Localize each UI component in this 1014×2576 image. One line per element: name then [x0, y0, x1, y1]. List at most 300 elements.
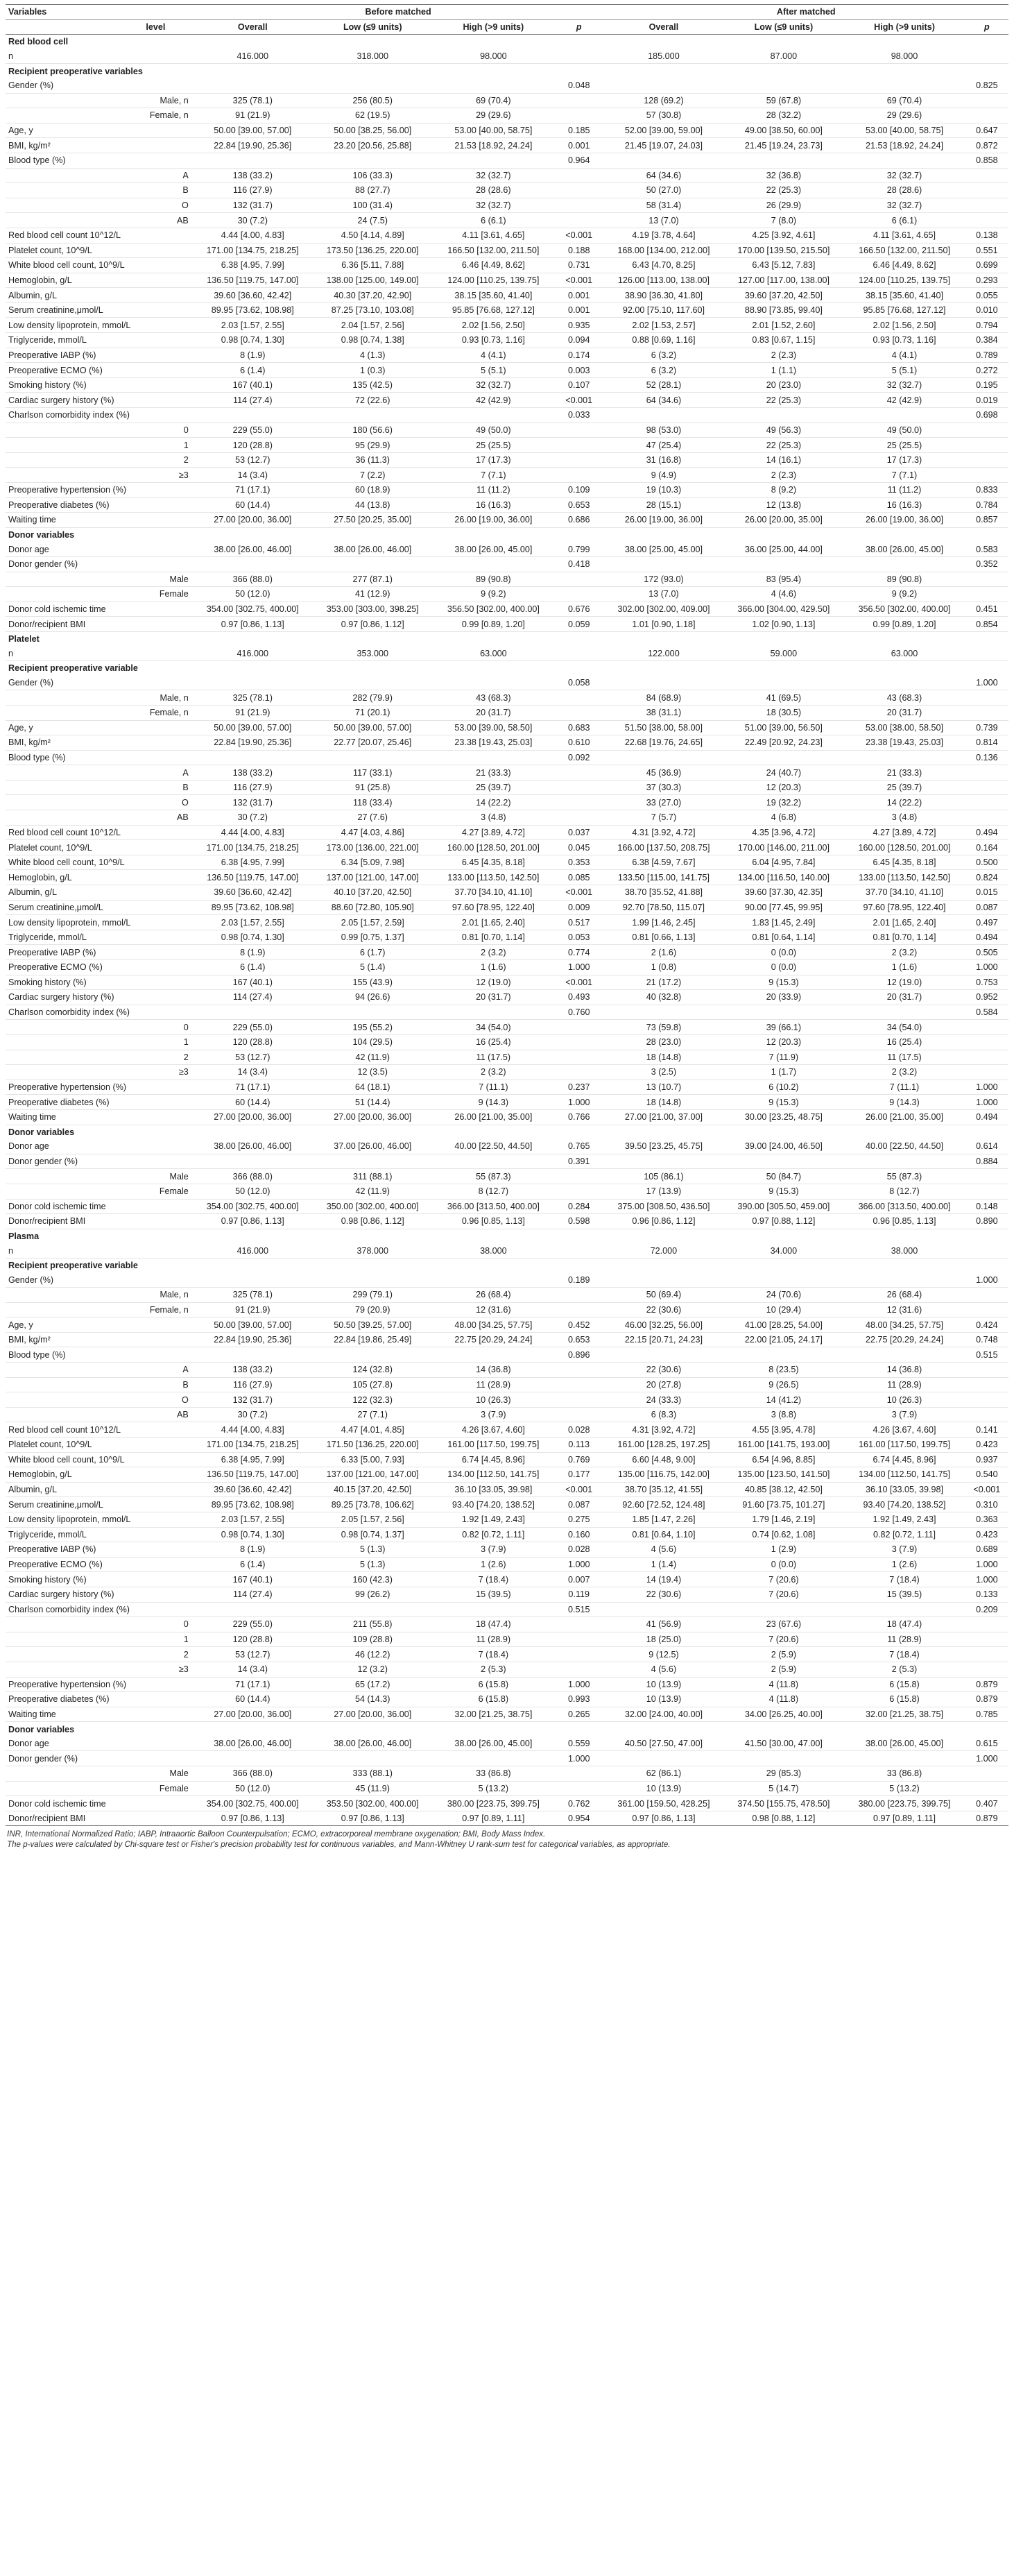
cell-high-after: 20 (31.7) [843, 990, 965, 1005]
cell-high-before: 49 (50.0) [433, 423, 554, 438]
cell-level [143, 676, 192, 690]
table-row [6, 1677, 1008, 1692]
cell-low-before: 117 (33.1) [313, 765, 433, 781]
cell-level [143, 1572, 192, 1587]
cell-high-after: 98.000 [843, 49, 965, 64]
cell-variable: Charlson comorbidity index (%) [6, 1602, 143, 1617]
cell-level [143, 1154, 192, 1169]
cell-high-after: 38.15 [35.60, 41.40] [843, 288, 965, 303]
header-p-before: p [554, 19, 603, 35]
cell-high-after: 28 (28.6) [843, 183, 965, 198]
cell-low-after: 87.000 [723, 49, 843, 64]
cell-high-before: 6 (6.1) [433, 213, 554, 228]
cell-high-before [433, 1751, 554, 1766]
cell-overall-before: 39.60 [36.60, 42.42] [193, 288, 313, 303]
cell-level: AB [143, 810, 192, 826]
cell-high-before: 7 (18.4) [433, 1647, 554, 1662]
cell-variable: Serum creatinine,μmol/L [6, 900, 143, 915]
cell-level: AB [143, 1407, 192, 1422]
cell-high-after: 14 (36.8) [843, 1363, 965, 1378]
cell-overall-after [603, 1154, 723, 1169]
cell-overall-after: 28 (23.0) [603, 1034, 723, 1050]
cell-level [143, 1796, 192, 1811]
cell-low-before: 0.98 [0.74, 1.38] [313, 333, 433, 348]
cell-overall-before: 50 (12.0) [193, 1184, 313, 1199]
cell-level [143, 302, 192, 318]
cell-p-after: 0.699 [965, 258, 1008, 273]
table-row [6, 1184, 1008, 1199]
cell-p-before: <0.001 [554, 975, 603, 990]
cell-high-before: 15 (39.5) [433, 1587, 554, 1602]
cell-high-before: 11 (11.2) [433, 483, 554, 498]
cell-level [143, 960, 192, 975]
cell-high-after: 380.00 [223.75, 399.75] [843, 1796, 965, 1811]
cell-low-before: 50.00 [39.00, 57.00] [313, 720, 433, 735]
cell-p-after: 0.689 [965, 1542, 1008, 1558]
cell-overall-after: 31 (16.8) [603, 452, 723, 468]
cell-level [143, 1139, 192, 1154]
cell-overall-before: 120 (28.8) [193, 438, 313, 453]
header-row-columns [6, 19, 1008, 35]
cell-overall-before: 30 (7.2) [193, 1407, 313, 1422]
cell-low-after: 366.00 [304.00, 429.50] [723, 602, 843, 617]
cell-low-after: 2 (2.3) [723, 468, 843, 483]
cell-low-before: 6.36 [5.11, 7.88] [313, 258, 433, 273]
cell-p-after: 0.310 [965, 1497, 1008, 1512]
cell-low-before: 27 (7.1) [313, 1407, 433, 1422]
cell-high-after: 32.00 [21.25, 38.75] [843, 1707, 965, 1722]
cell-level [143, 363, 192, 378]
cell-overall-before: 167 (40.1) [193, 377, 313, 393]
table-row [6, 1707, 1008, 1722]
cell-overall-after: 50 (69.4) [603, 1288, 723, 1303]
cell-low-before: 87.25 [73.10, 103.08] [313, 302, 433, 318]
cell-p-before: <0.001 [554, 1482, 603, 1497]
cell-overall-before [193, 750, 313, 765]
cell-low-before: 5 (1.3) [313, 1557, 433, 1572]
cell-high-before [433, 1154, 554, 1169]
table-row [6, 930, 1008, 945]
cell-p-after: 0.789 [965, 348, 1008, 363]
cell-variable: Hemoglobin, g/L [6, 273, 143, 288]
cell-p-before [554, 1065, 603, 1080]
cell-high-before: 9 (9.2) [433, 587, 554, 602]
cell-variable: Serum creatinine,μmol/L [6, 1497, 143, 1512]
cell-high-after: 95.85 [76.68, 127.12] [843, 302, 965, 318]
cell-p-before [554, 183, 603, 198]
cell-variable [6, 1302, 143, 1317]
section-heading: Recipient preoperative variables [8, 66, 143, 76]
cell-p-before: 0.769 [554, 1452, 603, 1467]
cell-high-before: 32 (32.7) [433, 377, 554, 393]
cell-variable: Donor gender (%) [6, 556, 143, 572]
table-row [6, 975, 1008, 990]
cell-variable: Donor age [6, 1139, 143, 1154]
cell-variable [6, 1632, 143, 1647]
cell-level [143, 513, 192, 528]
cell-p-before [554, 452, 603, 468]
cell-low-before: 99 (26.2) [313, 1587, 433, 1602]
cell-overall-after: 84 (68.9) [603, 690, 723, 706]
table-row [6, 153, 1008, 168]
cell-high-before: 3 (4.8) [433, 810, 554, 826]
table-row [6, 1139, 1008, 1154]
cell-p-after: 0.019 [965, 393, 1008, 408]
cell-level: AB [143, 213, 192, 228]
cell-p-before [554, 1377, 603, 1392]
cell-overall-after: 52.00 [39.00, 59.00] [603, 123, 723, 138]
cell-overall-before: 50 (12.0) [193, 1781, 313, 1796]
cell-overall-before: 325 (78.1) [193, 93, 313, 108]
cell-high-before: 21 (33.3) [433, 765, 554, 781]
cell-low-after [723, 1272, 843, 1287]
header-variables: Variables [6, 5, 143, 20]
cell-high-after: 33 (86.8) [843, 1766, 965, 1782]
cell-low-after [723, 1602, 843, 1617]
cell-high-after: 32 (32.7) [843, 377, 965, 393]
cell-level [143, 49, 192, 64]
cell-variable [6, 213, 143, 228]
table-footnotes [6, 1829, 1008, 1850]
cell-low-after: 4 (11.8) [723, 1692, 843, 1707]
cell-low-after: 14 (41.2) [723, 1392, 843, 1408]
cell-low-after: 21.45 [19.24, 23.73] [723, 138, 843, 153]
cell-high-before: 38.00 [26.00, 45.00] [433, 542, 554, 556]
cell-low-before: 22.77 [20.07, 25.46] [313, 735, 433, 751]
cell-low-after: 12 (20.3) [723, 780, 843, 795]
cell-p-after: 0.824 [965, 870, 1008, 885]
cell-high-before: 34 (54.0) [433, 1020, 554, 1035]
table-row [6, 780, 1008, 795]
cell-overall-before [193, 1751, 313, 1766]
cell-level [143, 1438, 192, 1453]
cell-overall-after: 172 (93.0) [603, 572, 723, 587]
cell-high-after [843, 1602, 965, 1617]
cell-level [143, 1482, 192, 1497]
table-row [6, 1811, 1008, 1826]
cell-p-after: 0.615 [965, 1737, 1008, 1751]
cell-overall-after: 122.000 [603, 647, 723, 661]
header-row-groups [6, 5, 1008, 20]
cell-low-before [313, 78, 433, 93]
cell-level [143, 1512, 192, 1527]
cell-overall-before: 0.97 [0.86, 1.13] [193, 1811, 313, 1826]
cell-high-after: 6.74 [4.45, 8.96] [843, 1452, 965, 1467]
cell-level [143, 1080, 192, 1095]
cell-overall-before: 2.03 [1.57, 2.55] [193, 1512, 313, 1527]
cell-p-after: 0.505 [965, 945, 1008, 960]
cell-high-before: 69 (70.4) [433, 93, 554, 108]
cell-level [143, 497, 192, 513]
cell-p-after [965, 795, 1008, 810]
cell-high-after [843, 750, 965, 765]
cell-overall-before: 136.50 [119.75, 147.00] [193, 273, 313, 288]
table-row [6, 438, 1008, 453]
table-row [6, 497, 1008, 513]
cell-overall-after: 168.00 [134.00, 212.00] [603, 243, 723, 258]
cell-p-after [965, 647, 1008, 661]
cell-overall-after: 22.15 [20.71, 24.23] [603, 1332, 723, 1347]
table-row [6, 960, 1008, 975]
cell-high-after: 160.00 [128.50, 201.00] [843, 840, 965, 855]
cell-overall-before: 354.00 [302.75, 400.00] [193, 602, 313, 617]
cell-p-before: 0.174 [554, 348, 603, 363]
cell-high-before [433, 78, 554, 93]
table-row [6, 1572, 1008, 1587]
cell-low-before [313, 1347, 433, 1363]
cell-low-before: 91 (25.8) [313, 780, 433, 795]
cell-high-after: 11 (11.2) [843, 483, 965, 498]
cell-p-before: 0.731 [554, 258, 603, 273]
cell-overall-after: 50 (27.0) [603, 183, 723, 198]
cell-p-after: 1.000 [965, 1095, 1008, 1110]
cell-p-after: 0.739 [965, 720, 1008, 735]
cell-p-after [965, 810, 1008, 826]
cell-low-after: 390.00 [305.50, 459.00] [723, 1199, 843, 1214]
cell-overall-before [193, 1005, 313, 1020]
cell-low-before: 23.20 [20.56, 25.88] [313, 138, 433, 153]
table-row [6, 1781, 1008, 1796]
cell-overall-after: 18 (14.8) [603, 1095, 723, 1110]
cell-high-before: 12 (19.0) [433, 975, 554, 990]
cell-high-after: 6.46 [4.49, 8.62] [843, 258, 965, 273]
cell-overall-before: 120 (28.8) [193, 1632, 313, 1647]
cell-high-before: 10 (26.3) [433, 1392, 554, 1408]
cell-high-after: 38.000 [843, 1243, 965, 1258]
cell-level: 1 [143, 438, 192, 453]
cell-overall-before: 6.38 [4.95, 7.99] [193, 258, 313, 273]
cell-overall-before: 27.00 [20.00, 36.00] [193, 513, 313, 528]
table-row [6, 393, 1008, 408]
cell-p-before: 0.559 [554, 1737, 603, 1751]
table-row [6, 1527, 1008, 1542]
cell-high-after: 12 (31.6) [843, 1302, 965, 1317]
cell-low-before: 171.50 [136.25, 220.00] [313, 1438, 433, 1453]
cell-variable: Blood type (%) [6, 153, 143, 168]
cell-high-after: 97.60 [78.95, 122.40] [843, 900, 965, 915]
cell-overall-before: 91 (21.9) [193, 705, 313, 720]
cell-p-before [554, 1632, 603, 1647]
cell-low-before: 173.00 [136.00, 221.00] [313, 840, 433, 855]
cell-overall-after: 92.70 [78.50, 115.07] [603, 900, 723, 915]
cell-p-after: 1.000 [965, 960, 1008, 975]
cell-overall-after: 9 (4.9) [603, 468, 723, 483]
cell-p-after: 0.209 [965, 1602, 1008, 1617]
cell-level [143, 153, 192, 168]
cell-p-before: 0.177 [554, 1467, 603, 1483]
cell-overall-after: 72.000 [603, 1243, 723, 1258]
cell-level [143, 408, 192, 423]
cell-low-after: 9 (26.5) [723, 1377, 843, 1392]
cell-high-before: 48.00 [34.25, 57.75] [433, 1317, 554, 1333]
cell-overall-before: 2.03 [1.57, 2.55] [193, 318, 313, 333]
cell-p-before [554, 587, 603, 602]
cell-overall-after [603, 1005, 723, 1020]
cell-p-before: 0.799 [554, 542, 603, 556]
cell-p-after: 0.164 [965, 840, 1008, 855]
cell-p-before: 0.765 [554, 1139, 603, 1154]
cell-p-after: <0.001 [965, 1482, 1008, 1497]
cell-overall-before: 6.38 [4.95, 7.99] [193, 1452, 313, 1467]
cell-p-before: 1.000 [554, 1557, 603, 1572]
cell-low-before [313, 750, 433, 765]
cell-low-after: 41.00 [28.25, 54.00] [723, 1317, 843, 1333]
cell-variable: Donor cold ischemic time [6, 1199, 143, 1214]
cell-variable [6, 810, 143, 826]
cell-level [143, 228, 192, 243]
cell-level: Female, n [143, 705, 192, 720]
cell-overall-before: 0.98 [0.74, 1.30] [193, 1527, 313, 1542]
table-row [6, 990, 1008, 1005]
cell-overall-before: 71 (17.1) [193, 1080, 313, 1095]
cell-variable: Preoperative ECMO (%) [6, 363, 143, 378]
cell-low-before: 50.50 [39.25, 57.00] [313, 1317, 433, 1333]
cell-high-after: 166.50 [132.00, 211.50] [843, 243, 965, 258]
cell-low-before: 155 (43.9) [313, 975, 433, 990]
cell-p-after [965, 1169, 1008, 1184]
cell-p-before [554, 1020, 603, 1035]
cell-level: Female [143, 1781, 192, 1796]
cell-variable: BMI, kg/m² [6, 735, 143, 751]
cell-high-after: 93.40 [74.20, 138.52] [843, 1497, 965, 1512]
cell-variable: Gender (%) [6, 78, 143, 93]
cell-overall-after: 21 (17.2) [603, 975, 723, 990]
cell-variable [6, 108, 143, 123]
cell-p-before: 0.113 [554, 1438, 603, 1453]
cell-low-before [313, 1751, 433, 1766]
cell-high-before: 134.00 [112.50, 141.75] [433, 1467, 554, 1483]
cell-low-after: 34.00 [26.25, 40.00] [723, 1707, 843, 1722]
cell-overall-after: 19 (10.3) [603, 483, 723, 498]
cell-overall-after [603, 750, 723, 765]
cell-p-after: 1.000 [965, 1751, 1008, 1766]
cell-low-after: 2 (2.3) [723, 348, 843, 363]
table-row [6, 168, 1008, 183]
cell-high-after: 0.99 [0.89, 1.20] [843, 617, 965, 632]
cell-low-after [723, 1751, 843, 1766]
cell-variable [6, 1647, 143, 1662]
cell-overall-before [193, 78, 313, 93]
cell-overall-after [603, 1347, 723, 1363]
cell-variable: Donor age [6, 542, 143, 556]
cell-high-before: 4 (4.1) [433, 348, 554, 363]
cell-p-after [965, 1781, 1008, 1796]
cell-high-after: 0.81 [0.70, 1.14] [843, 930, 965, 945]
table-row [6, 1109, 1008, 1125]
cell-level: Female [143, 587, 192, 602]
cell-low-before: 318.000 [313, 49, 433, 64]
cell-low-before: 160 (42.3) [313, 1572, 433, 1587]
cell-high-before: 38.00 [26.00, 45.00] [433, 1737, 554, 1751]
cell-low-before: 88 (27.7) [313, 183, 433, 198]
cell-level [143, 1602, 192, 1617]
cell-p-before: <0.001 [554, 885, 603, 901]
table-row [6, 1617, 1008, 1632]
table-row [6, 1467, 1008, 1483]
cell-p-after [965, 1184, 1008, 1199]
cell-variable: Preoperative IABP (%) [6, 348, 143, 363]
cell-overall-before: 22.84 [19.90, 25.36] [193, 138, 313, 153]
cell-high-after: 38.00 [26.00, 45.00] [843, 1737, 965, 1751]
cell-low-after: 36.00 [25.00, 44.00] [723, 542, 843, 556]
cell-variable: Serum creatinine,μmol/L [6, 302, 143, 318]
table-row [6, 810, 1008, 826]
table-row [6, 452, 1008, 468]
cell-overall-before: 4.44 [4.00, 4.83] [193, 1422, 313, 1438]
cell-low-after: 135.00 [123.50, 141.50] [723, 1467, 843, 1483]
table-row [6, 617, 1008, 632]
cell-high-before: 380.00 [223.75, 399.75] [433, 1796, 554, 1811]
header-overall-before: Overall [193, 19, 313, 35]
table-row [6, 93, 1008, 108]
cell-high-after: 133.00 [113.50, 142.50] [843, 870, 965, 885]
cell-p-after: 0.879 [965, 1811, 1008, 1826]
cell-p-before: 0.598 [554, 1214, 603, 1229]
cell-variable: Preoperative diabetes (%) [6, 1692, 143, 1707]
cell-level [143, 855, 192, 870]
cell-variable [6, 93, 143, 108]
cell-high-before: 2 (3.2) [433, 945, 554, 960]
cell-variable: BMI, kg/m² [6, 138, 143, 153]
cell-low-before: 4.47 [4.01, 4.85] [313, 1422, 433, 1438]
cell-level [143, 1751, 192, 1766]
cell-p-before: 0.001 [554, 288, 603, 303]
cell-low-before: 1 (0.3) [313, 363, 433, 378]
cell-high-after: 134.00 [112.50, 141.75] [843, 1467, 965, 1483]
cell-overall-after: 6 (3.2) [603, 348, 723, 363]
cell-high-before: 2.01 [1.65, 2.40] [433, 915, 554, 930]
cell-overall-before: 71 (17.1) [193, 1677, 313, 1692]
cell-level: A [143, 168, 192, 183]
table-row [6, 183, 1008, 198]
cell-high-after: 366.00 [313.50, 400.00] [843, 1199, 965, 1214]
header-low-after: Low (≤9 units) [723, 19, 843, 35]
cell-overall-before: 325 (78.1) [193, 690, 313, 706]
cell-overall-before [193, 153, 313, 168]
cell-low-before [313, 556, 433, 572]
cell-overall-after: 38.00 [25.00, 45.00] [603, 542, 723, 556]
cell-low-after: 29 (85.3) [723, 1766, 843, 1782]
cell-low-before: 104 (29.5) [313, 1034, 433, 1050]
cell-high-before: 26 (68.4) [433, 1288, 554, 1303]
cell-variable: Platelet count, 10^9/L [6, 840, 143, 855]
cell-p-before: 0.452 [554, 1317, 603, 1333]
cell-low-after: 0 (0.0) [723, 960, 843, 975]
cell-low-after: 4 (4.6) [723, 587, 843, 602]
table-row [6, 1512, 1008, 1527]
cell-level [143, 348, 192, 363]
cell-low-after: 7 (20.6) [723, 1572, 843, 1587]
cell-low-before [313, 676, 433, 690]
cell-low-after: 10 (29.4) [723, 1302, 843, 1317]
cell-low-after [723, 153, 843, 168]
table-row [6, 1377, 1008, 1392]
cell-low-before: 4 (1.3) [313, 348, 433, 363]
cell-low-before: 45 (11.9) [313, 1781, 433, 1796]
cell-overall-before: 4.44 [4.00, 4.83] [193, 228, 313, 243]
cell-overall-after: 1 (1.4) [603, 1557, 723, 1572]
cell-overall-after: 1.99 [1.46, 2.45] [603, 915, 723, 930]
table-row [6, 363, 1008, 378]
table-row [6, 1080, 1008, 1095]
cell-p-after [965, 1363, 1008, 1378]
table-row [6, 1214, 1008, 1229]
cell-p-before: 0.189 [554, 1272, 603, 1287]
cell-high-before: 32.00 [21.25, 38.75] [433, 1707, 554, 1722]
table-row [6, 1587, 1008, 1602]
cell-p-after [965, 1034, 1008, 1050]
cell-low-before: 4.47 [4.03, 4.86] [313, 825, 433, 840]
